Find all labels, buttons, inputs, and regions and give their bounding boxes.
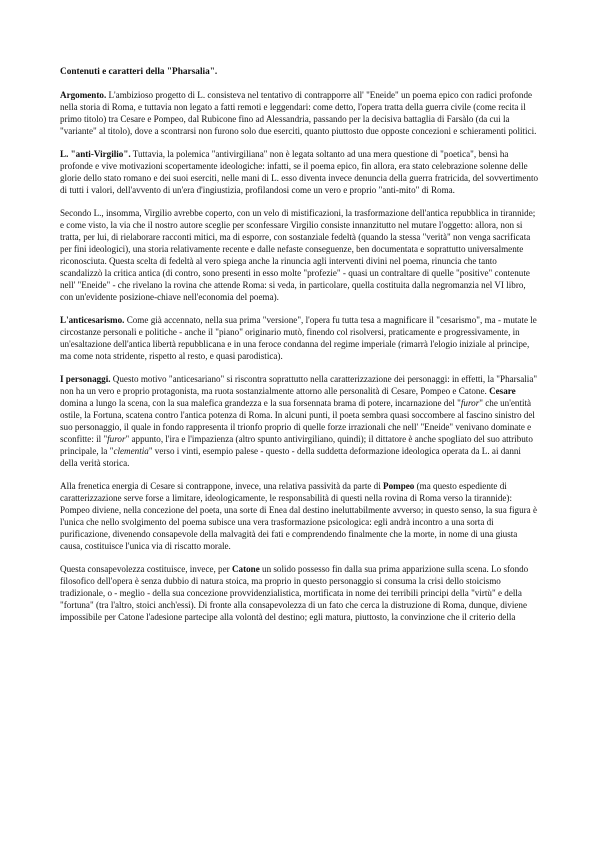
bold-name: Catone xyxy=(231,564,260,574)
paragraph-text: Questa consapevolezza costituisce, invece, per xyxy=(60,564,232,574)
paragraph-heading: L. "anti-Virgilio". xyxy=(60,149,131,159)
paragraph-text: " appunto, l'ira e l'impazienza (altro spunto antivirgiliano, quindi); il dittatore è anche spogliato del suo attributo principale, la " xyxy=(60,434,533,456)
paragraph-heading: L'anticesarismo. xyxy=(60,315,125,325)
paragraph-text: Secondo L., insomma, Virgilio avrebbe coperto, con un velo di mistificazioni, la trasformazione dell'antica repubblica in tirannide; e come visto, la via che il nostro autore sceglie per sconfessare Virgilio consiste innanzitutto nel mutare l'oggetto: allora, non si tratta, per lui, di rielaborare racconti mitici, ma di esporre, con sostanziale fedeltà (quando la stessa "verità" non venga sacrificata per fini ideologici), una storia relativamente recente e dalle nefaste conseguenze, ben documentata e soprattutto universalmente riconosciuta. Questa scelta di fedeltà al vero spiega anche la rinuncia agli interventi divini nel poema, rinuncia che tanto scandalizzò la critica antica (di contro, sono presenti in esso molte "profezie" - quasi un contraltare di quelle "positive" contenute nell' "Eneide" - che rivelano la rovina che attende Roma: si veda, in particolare, quella costituita dalla negromanzia nel VI libro, con un'evidente posizione-chiave nell'economia del poema). xyxy=(60,208,536,302)
document-title: Contenuti e caratteri della "Pharsalia". xyxy=(60,67,218,77)
paragraph-text: " verso i vinti, esempio palese - questo - della suddetta deformazione ideologica operata da L. ai danni della verità storica. xyxy=(60,446,521,468)
paragraph-argomento xyxy=(60,89,540,137)
paragraph-anticesarismo xyxy=(60,314,540,362)
paragraph-text: un solido possesso fin dalla sua prima apparizione sulla scena. Lo sfondo filosofico dell'opera è senza dubbio di natura stoica, ma proprio in questo personaggio si consuma la crisi dello stoicismo tradizionale, o - meglio - della sua concezione provvidenzialistica, mortificata in nome dei terribili principi della "virtù" e della "fortuna" (tra l'altro, stoici anch'essi). Di fronte alla consapevolezza di un fato che cerca la distruzione di Roma, dunque, diviene impossibile per Catone l'adesione partecipe alla volontà del destino; egli matura, piuttosto, la convinzione che il criterio della xyxy=(60,564,529,622)
paragraph-heading: Argomento. xyxy=(60,90,107,100)
paragraph-text: Tuttavia, la polemica "antivirgiliana" non è legata soltanto ad una mera questione di "poetica", bensì ha profonde e vive motivazioni scopertamente ideologiche: infatti, se il poema epico, fin allora, era stato celebrazione solenne delle glorie dello stato romano e dei suoi eserciti, nelle mani di L. esso diventa invece denuncia della guerra fratricida, del sovvertimento di tutti i valori, dell'avvento di un'era d'ingiustizia, profilandosi come un vero e proprio "anti-mito" di Roma. xyxy=(60,149,539,195)
paragraph-personaggi xyxy=(60,373,540,469)
paragraph-text: L'ambizioso progetto di L. consisteva nel tentativo di contrapporre all' "Eneide" un poema epico con radici profonde nella storia di Roma, e tuttavia non legato a fatti remoti e leggendari: come detto, l'opera tratta della guerra civile (come recita il primo titolo) tra Cesare e Pompeo, dal Rubicone fino ad Alessandria, passando per la decisiva battaglia di Farsàlo (da cui la "variante" al titolo), dove a scontrarsi non furono solo due eserciti, quanto piuttosto due opposte concezioni e schieramenti politici. xyxy=(60,90,537,136)
paragraph-catone xyxy=(60,563,540,623)
paragraph-text: Alla frenetica energia di Cesare si contrappone, invece, una relativa passività da parte di xyxy=(60,481,384,491)
paragraph-text: (ma questo espediente di caratterizzazione serve forse a limitare, ideologicamente, le responsabilità di questi nella rovina di Roma verso la tirannide): Pompeo diviene, nella concezione del poeta, una sorte di Enea dal destino ineluttabilmente avverso; in questo senso, la sua figura è l'unica che nello svolgimento del poema subisce una vera trasformazione psicologica: egli andrà incontro a una sorta di purificazione, divenendo consapevole della malvagità dei fati e comprendendo finalmente che la morte, in nome di una giusta causa, costituisce l'unica via di riscatto morale. xyxy=(60,481,538,551)
paragraph-text: " che un'entità ostile, la Fortuna, scatena contro l'antica potenza di Roma. In alcuni punti, il poeta sembra quasi soccombere al fascino sinistro del suo personaggio, il quale in fondo rappresenta il trionfo proprio di quelle forze irrazionali che nell' "Eneide" venivano dominate e sconfitte: il " xyxy=(60,398,535,444)
paragraph-secondo xyxy=(60,207,540,303)
bold-name: Cesare xyxy=(489,386,516,396)
italic-term: furor xyxy=(107,434,126,444)
paragraph-text: Come già accennato, nella sua prima "versione", l'opera fu tutta tesa a magnificare il "cesarismo", ma - mutate le circostanze personali e politiche - anche il "piano" originario mutò, finendo col risolversi, praticamente e progressivamente, in un'esaltazione dell'antica libertà repubblicana e in una feroce condanna del regime imperiale (rimarrà l'elogio iniziale al principe, ma come nota stridente, rispetto al resto, e quasi parodistica). xyxy=(60,315,537,361)
paragraph-heading: I personaggi. xyxy=(60,374,111,384)
italic-term: clementia xyxy=(113,446,149,456)
paragraph-text: domina a lungo la scena, con la sua malefica grandezza e la sua forsennata brama di potere, incarnazione del " xyxy=(60,398,461,408)
paragraph-text: Questo motivo "anticesariano" si riscontra soprattutto nella caratterizzazione dei personaggi: in effetti, la "Pharsalia" non ha un vero e proprio protagonista, ma ruota sostanzialmente attorno alle personalità di Cesare, Pompeo e Catone. xyxy=(60,374,538,396)
italic-term: furor xyxy=(460,398,480,408)
document-page xyxy=(60,66,540,634)
paragraph-anti-virgilio xyxy=(60,148,540,196)
paragraph-pompeo xyxy=(60,480,540,552)
bold-name: Pompeo xyxy=(383,481,415,491)
